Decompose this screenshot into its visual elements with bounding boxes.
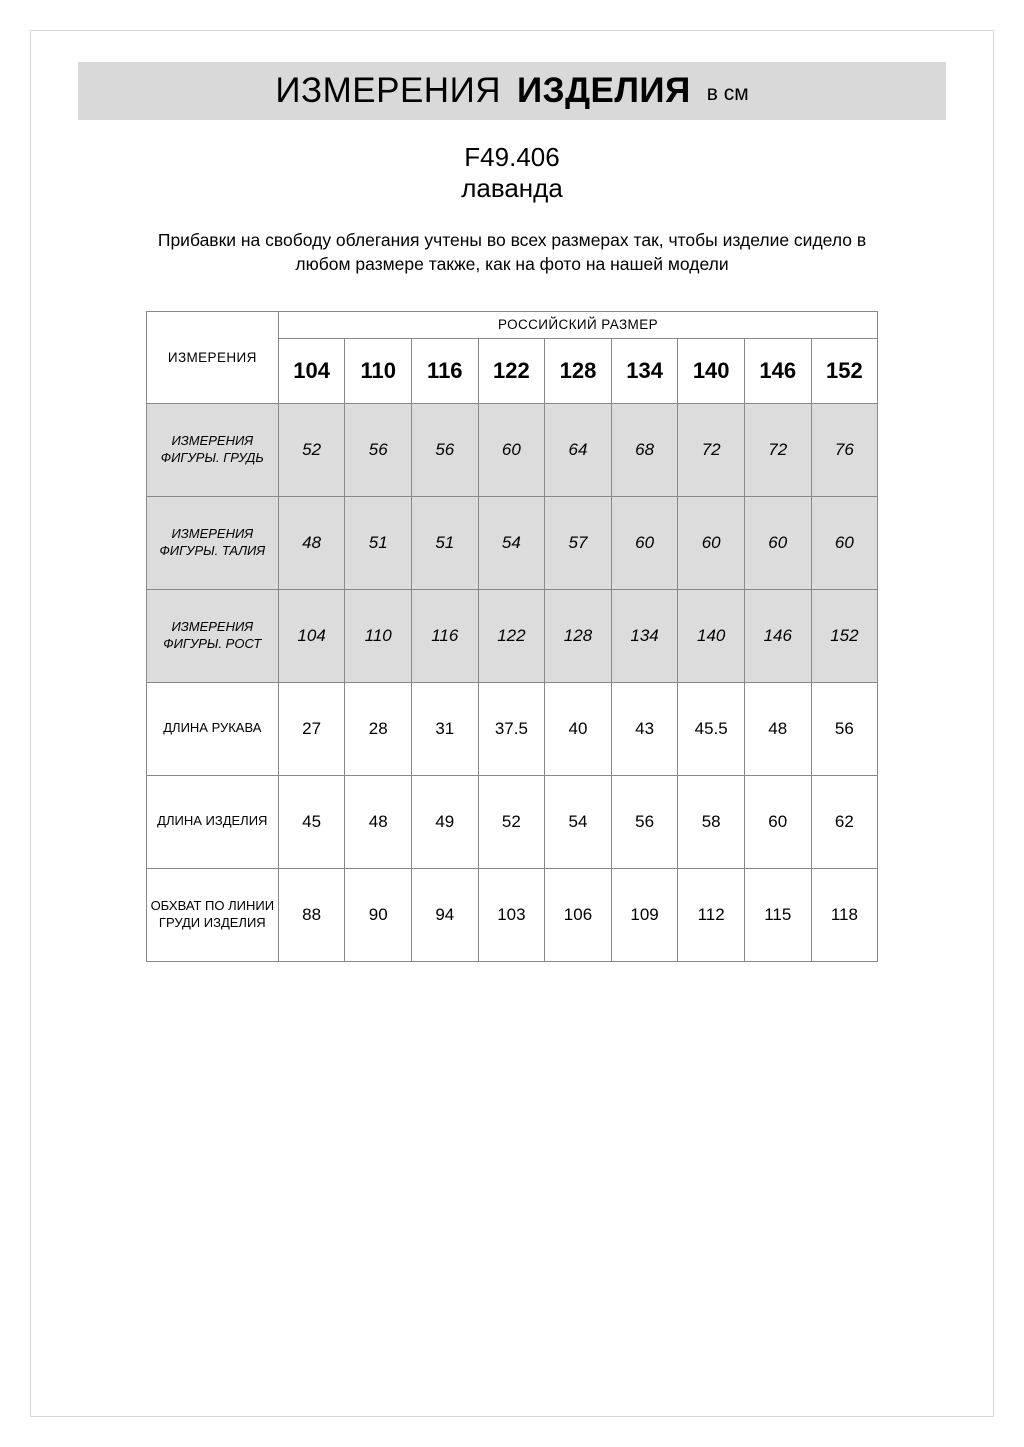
table-cell: 45.5: [678, 682, 745, 775]
table-cell: 134: [611, 589, 678, 682]
table-cell: 60: [678, 496, 745, 589]
table-cell: 54: [478, 496, 545, 589]
table-cell: 52: [478, 775, 545, 868]
article-code: F49.406: [464, 142, 560, 172]
russian-size-header: РОССИЙСКИЙ РАЗМЕР: [278, 311, 877, 338]
table-cell: 48: [345, 775, 412, 868]
table-head-row-top: [146, 311, 877, 338]
table-head: [146, 311, 877, 403]
table-cell: 104: [278, 589, 345, 682]
table-cell: 90: [345, 868, 412, 961]
table-cell: 40: [545, 682, 612, 775]
table-cell: 128: [545, 589, 612, 682]
table-cell: 122: [478, 589, 545, 682]
table-body: [146, 403, 877, 961]
table-row: [146, 403, 877, 496]
table-cell: 28: [345, 682, 412, 775]
table-cell: 56: [611, 775, 678, 868]
table-row: [146, 682, 877, 775]
table-cell: 115: [744, 868, 811, 961]
table-cell: 103: [478, 868, 545, 961]
table-cell: 60: [744, 775, 811, 868]
table-cell: 56: [412, 403, 479, 496]
table-cell: 45: [278, 775, 345, 868]
size-header-cell: 104: [278, 338, 345, 403]
size-header-cell: 146: [744, 338, 811, 403]
table-cell: 56: [811, 682, 878, 775]
table-cell: 152: [811, 589, 878, 682]
table-cell: 60: [811, 496, 878, 589]
table-cell: 112: [678, 868, 745, 961]
page-title-banner: [78, 62, 946, 120]
size-header-cell: 116: [412, 338, 479, 403]
table-cell: 60: [744, 496, 811, 589]
table-cell: 57: [545, 496, 612, 589]
measurements-header: ИЗМЕРЕНИЯ: [146, 311, 278, 403]
table-cell: 94: [412, 868, 479, 961]
table-cell: 72: [744, 403, 811, 496]
row-label: ОБХВАТ ПО ЛИНИИ ГРУДИ ИЗДЕЛИЯ: [146, 868, 278, 961]
table-cell: 76: [811, 403, 878, 496]
size-header-cell: 140: [678, 338, 745, 403]
table-cell: 106: [545, 868, 612, 961]
size-table: [146, 311, 878, 962]
table-cell: 72: [678, 403, 745, 496]
table-row: [146, 868, 877, 961]
size-header-cell: 152: [811, 338, 878, 403]
table-cell: 31: [412, 682, 479, 775]
table-cell: 60: [478, 403, 545, 496]
table-cell: 51: [412, 496, 479, 589]
fit-note: Прибавки на свободу облегания учтены во всех размерах так, чтобы изделие сидело в любом размере также, как на фото на нашей модели: [157, 230, 867, 274]
table-cell: 110: [345, 589, 412, 682]
table-cell: 58: [678, 775, 745, 868]
row-label: ДЛИНА РУКАВА: [146, 682, 278, 775]
color-name: лаванда: [461, 172, 563, 203]
table-cell: 109: [611, 868, 678, 961]
table-cell: 37.5: [478, 682, 545, 775]
table-cell: 27: [278, 682, 345, 775]
table-cell: 49: [412, 775, 479, 868]
table-cell: 116: [412, 589, 479, 682]
row-label: ДЛИНА ИЗДЕЛИЯ: [146, 775, 278, 868]
table-cell: 62: [811, 775, 878, 868]
page-title-units: в см: [706, 82, 749, 105]
table-cell: 60: [611, 496, 678, 589]
page-title-secondary: ИЗДЕЛИЯ: [517, 71, 691, 110]
row-label: ИЗМЕРЕНИЯ ФИГУРЫ. РОСТ: [146, 589, 278, 682]
table-row: [146, 775, 877, 868]
table-cell: 68: [611, 403, 678, 496]
size-header-cell: 134: [611, 338, 678, 403]
page-title-primary: ИЗМЕРЕНИЯ: [275, 71, 502, 110]
table-cell: 118: [811, 868, 878, 961]
table-cell: 56: [345, 403, 412, 496]
row-label: ИЗМЕРЕНИЯ ФИГУРЫ. ТАЛИЯ: [146, 496, 278, 589]
table-cell: 88: [278, 868, 345, 961]
table-row: [146, 496, 877, 589]
table-cell: 52: [278, 403, 345, 496]
table-cell: 43: [611, 682, 678, 775]
row-label: ИЗМЕРЕНИЯ ФИГУРЫ. ГРУДЬ: [146, 403, 278, 496]
size-header-cell: 122: [478, 338, 545, 403]
size-header-cell: 128: [545, 338, 612, 403]
table-cell: 48: [744, 682, 811, 775]
size-header-cell: 110: [345, 338, 412, 403]
table-cell: 64: [545, 403, 612, 496]
table-cell: 146: [744, 589, 811, 682]
table-cell: 48: [278, 496, 345, 589]
table-row: [146, 589, 877, 682]
table-cell: 54: [545, 775, 612, 868]
table-cell: 51: [345, 496, 412, 589]
table-cell: 140: [678, 589, 745, 682]
page-content: [28, 30, 996, 962]
